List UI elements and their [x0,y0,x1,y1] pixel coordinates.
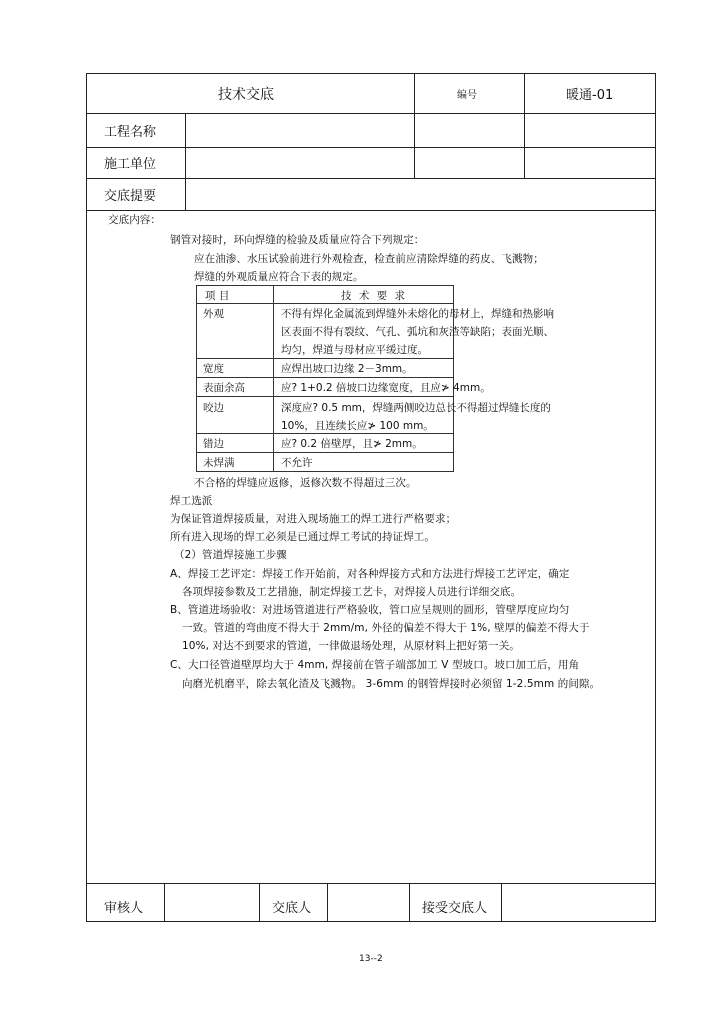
table-row-item: 咬边 [203,402,224,414]
content-p2: 焊缝的外观质量应符合下表的规定。 [194,271,364,283]
welder-req-1: 为保证管道焊接质量，对进入现场施工的焊工进行严格要求； [170,513,457,525]
table-header-item: 项 目 [205,290,230,302]
table-row-item: 表面余高 [203,382,245,394]
step-c-line2: 向磨光机磨平，除去氧化渣及飞溅物。 3-6mm 的钢管焊接时必须留 1-2.5mm 的间隙。 [182,678,601,690]
step-a-line2: 各项焊接参数及工艺措施，制定焊接工艺卡，对焊接人员进行详细交底。 [182,586,522,598]
step-c-line1: C、大口径管道壁厚均大于 4mm, 焊接前在管子端部加工 V 型坡口。坡口加工后，用角 [170,659,580,671]
welder-req-2: 所有进入现场的焊工必须是已通过焊工考试的持证焊工。 [170,531,435,543]
content-p1: 应在油渗、水压试验前进行外观检查，检查前应清除焊缝的药皮、飞溅物； [194,253,544,265]
content-heading: 交底内容： [108,214,161,226]
table-row-req: 深度应? 0.5 mm，焊缝两侧咬边总长不得超过焊缝长度的 [281,402,551,414]
table-row-item: 外观 [203,308,224,320]
receiver-label: 接受交底人 [422,901,488,916]
content-intro: 钢管对接时，环向焊缝的检验及质量应符合下列规定： [170,234,425,246]
number-label: 编号 [457,90,477,101]
table-row-item: 错边 [203,438,224,450]
step-b-line3: 10%, 对达不到要求的管道，一律做退场处理，从原材料上把好第一关。 [182,640,520,652]
table-row-req: 10%，且连续长应≯ 100 mm。 [281,420,434,432]
reviewer-label: 审核人 [104,901,144,916]
table-row-item: 未焊满 [203,457,235,469]
step-b-line1: B、管道进场验收：对进场管道进行严格验收，管口应呈规则的圆形，管壁厚度应均匀 [170,604,570,616]
table-row-req: 区表面不得有裂纹、气孔、弧坑和灰渣等缺陷；表面光顺、 [281,326,554,338]
construction-unit-label: 施工单位 [104,157,157,172]
table-row-req: 应? 1+0.2 倍坡口边缘宽度，且应≯ 4mm。 [281,382,491,394]
table-header-req: 技 术 要 求 [341,290,408,302]
table-row-req: 不允许 [281,457,313,469]
after-table-note: 不合格的焊缝应返修，返修次数不得超过三次。 [194,477,417,489]
table-row-req: 应? 0.2 倍壁厚，且≯ 2mm。 [281,438,423,450]
summary-label: 交底提要 [104,189,157,204]
project-name-label: 工程名称 [104,125,157,140]
number-value: 暖通-01 [566,88,614,103]
table-row-item: 宽度 [203,363,224,375]
section-welder: 焊工选派 [170,495,213,507]
table-row-req: 均匀，焊道与母材应平缓过度。 [281,344,428,356]
step-b-line2: 一致。管道的弯曲度不得大于 2mm/m, 外径的偏差不得大于 1%, 壁厚的偏差不得大于 [182,622,590,634]
section-steps: （2）管道焊接施工步骤 [174,549,287,561]
page-number: 13--2 [359,954,383,964]
table-row-req: 应焊出坡口边缘 2－3mm。 [281,363,413,375]
doc-title: 技术交底 [218,87,274,103]
table-row-req: 不得有焊化金属流到焊缝外未熔化的母材上，焊缝和热影响 [281,308,554,320]
step-a-line1: A、焊接工艺评定：焊接工作开始前，对各种焊接方式和方法进行焊接工艺评定，确定 [170,568,570,580]
discloser-label: 交底人 [272,901,312,916]
